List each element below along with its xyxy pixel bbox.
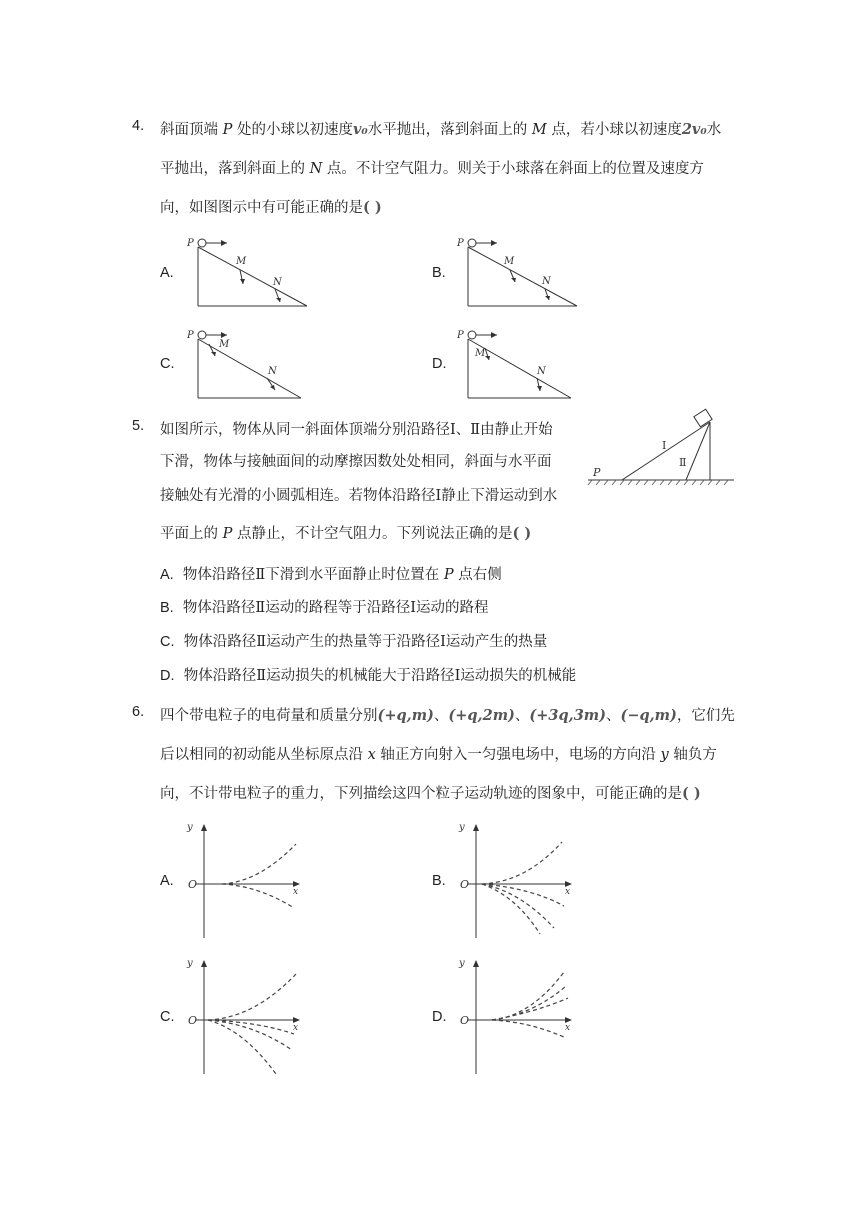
svg-text:O: O	[460, 1014, 470, 1027]
svg-text:y: y	[187, 822, 193, 833]
q4-line-1: 斜面顶端 P 处的小球以初速度v₀水平抛出，落到斜面上的 M 点，若小球以初速度2v₀水	[160, 121, 722, 138]
svg-text:x: x	[565, 887, 571, 897]
q5-option-d[interactable]: D. 物体沿路径Ⅱ运动损失的机械能大于沿路径Ⅰ运动损失的机械能	[160, 668, 577, 684]
svg-text:M: M	[504, 256, 515, 267]
q6-option-a[interactable]: A.	[160, 873, 174, 889]
q5-option-c[interactable]: C. 物体沿路径Ⅱ运动产生的热量等于沿路径Ⅰ运动产生的热量	[160, 634, 548, 650]
q4-line-2: 平抛出，落到斜面上的 N 点。不计空气阻力。则关于小球落在斜面上的位置及速度方	[160, 161, 704, 177]
svg-text:N: N	[268, 366, 277, 377]
q4-option-b[interactable]: B.	[432, 265, 446, 281]
q4-figure-b	[455, 236, 585, 308]
svg-text:M: M	[219, 339, 230, 350]
svg-text:Ⅱ: Ⅱ	[679, 456, 687, 469]
q6-graph-b	[456, 820, 576, 942]
q5-line-3: 接触处有光滑的小圆弧相连。若物体沿路径Ⅰ静止下滑运动到水	[160, 488, 558, 504]
q6-number: 6.	[132, 704, 145, 720]
svg-text:O: O	[460, 878, 470, 891]
svg-text:N: N	[542, 276, 551, 287]
q4-figure-a	[185, 236, 315, 308]
q5-number: 5.	[132, 418, 145, 434]
svg-text:P: P	[187, 330, 194, 341]
svg-text:O: O	[188, 1014, 198, 1027]
svg-text:P: P	[593, 466, 601, 479]
q5-line-2: 下滑，物体与接触面间的动摩擦因数处处相同，斜面与水平面	[160, 454, 552, 470]
q4-figure-c	[185, 328, 315, 400]
svg-text:x: x	[565, 1023, 571, 1033]
svg-text:y: y	[459, 958, 465, 969]
svg-text:P: P	[457, 330, 464, 341]
q5-line-1: 如图所示，物体从同一斜面体顶端分别沿路径Ⅰ、Ⅱ由静止开始	[160, 422, 553, 438]
svg-text:x: x	[293, 1023, 299, 1033]
svg-text:M: M	[236, 256, 247, 267]
q4-option-d[interactable]: D.	[432, 356, 447, 372]
q4-figure-d	[455, 328, 585, 400]
svg-text:P: P	[187, 238, 194, 249]
q4-number: 4.	[132, 118, 145, 134]
q6-graph-d	[456, 956, 576, 1078]
q6-graph-a	[184, 820, 304, 942]
q6-option-c[interactable]: C.	[160, 1009, 175, 1025]
q6-graph-c	[184, 956, 304, 1078]
q6-option-b[interactable]: B.	[432, 873, 446, 889]
svg-text:M: M	[475, 348, 486, 359]
svg-text:y: y	[187, 958, 193, 969]
q5-option-a[interactable]: A. 物体沿路径Ⅱ下滑到水平面静止时位置在 P 点右侧	[160, 567, 502, 583]
q4-line-3: 向，如图图示中有可能正确的是( )	[160, 199, 382, 216]
q6-line-2: 后以相同的初动能从坐标原点沿 x 轴正方向射入一匀强电场中，电场的方向沿 y 轴负方	[160, 747, 717, 763]
q5-incline-figure	[588, 408, 738, 488]
q5-line-4: 平面上的 P 点静止，不计空气阻力。下列说法正确的是( )	[160, 525, 532, 542]
svg-text:N: N	[537, 366, 546, 377]
svg-text:Ⅰ: Ⅰ	[662, 439, 667, 452]
q4-option-a[interactable]: A.	[160, 265, 174, 281]
svg-text:O: O	[188, 878, 198, 891]
q5-option-b[interactable]: B. 物体沿路径Ⅱ运动的路程等于沿路径Ⅰ运动的路程	[160, 600, 489, 616]
q6-line-1: 四个带电粒子的电荷量和质量分别(+q,m)、(+q,2m)、(+3q,3m)、(−q,m)，它们先	[160, 707, 735, 724]
svg-text:x: x	[293, 887, 299, 897]
svg-text:y: y	[459, 822, 465, 833]
q6-option-d[interactable]: D.	[432, 1009, 447, 1025]
svg-text:P: P	[457, 238, 464, 249]
q6-line-3: 向，不计带电粒子的重力，下列描绘这四个粒子运动轨迹的图象中，可能正确的是( )	[160, 785, 701, 802]
q4-option-c[interactable]: C.	[160, 356, 175, 372]
svg-text:N: N	[273, 277, 282, 288]
